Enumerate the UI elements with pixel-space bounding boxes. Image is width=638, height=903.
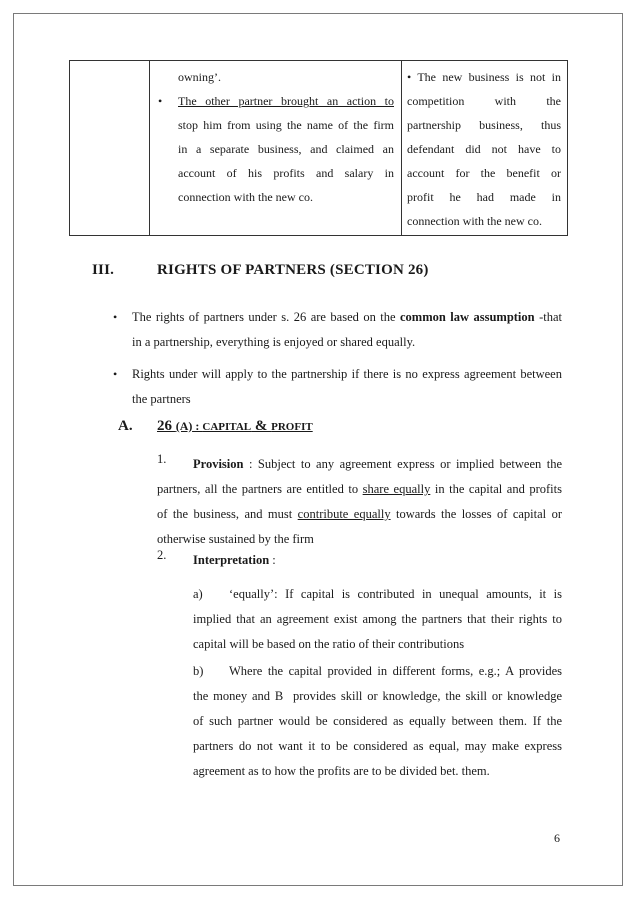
case-table (69, 60, 568, 236)
table-cell-right (407, 65, 561, 233)
table-line: in a separate business, and claimed an (178, 142, 394, 156)
bullet-icon: • (158, 94, 163, 108)
sub-item-b-body (193, 659, 562, 784)
paragraph-line (157, 477, 562, 502)
table-line: account of his profits and salary in (178, 166, 394, 180)
table-line: connection with the new co. (178, 190, 313, 204)
subsection-heading (157, 418, 313, 435)
table-line: partnership business, thus (407, 118, 561, 132)
text-run: towards the losses of capital or (390, 507, 562, 521)
text-run: : Subject to any agreement express or implied between the (243, 457, 562, 471)
table-divider-1 (149, 61, 150, 235)
paragraph-line: the money and B provides skill or knowledge, the skill or knowledge (193, 689, 562, 703)
text-run-bold: common law assumption (400, 310, 535, 324)
paragraph-line: capital will be based on the ratio of their contributions (193, 637, 465, 651)
paragraph-line (157, 452, 562, 477)
table-line: owning’. (178, 70, 221, 84)
paragraph-line: agreement as to how the profits are to be divided bet. them. (193, 764, 490, 778)
bullet-icon: • (113, 310, 118, 324)
sub-item-a-body (193, 582, 562, 657)
text-run: 26 (157, 418, 176, 434)
text-run: a) (193, 587, 203, 601)
table-line: The other partner brought an action to (178, 94, 394, 108)
text-run: partners, all the partners are entitled to (157, 482, 363, 496)
text-run: b) (193, 664, 204, 678)
section-title: RIGHTS OF PARTNERS (SECTION 26) (157, 262, 429, 278)
text-run: : (269, 553, 276, 567)
paragraph-line: ‘equally’: If capital is contributed in unequal amounts, it is (229, 587, 562, 601)
item-1-body (157, 452, 562, 552)
text-run: (A) (175, 419, 193, 433)
text-run-bold: Interpretation (193, 553, 270, 567)
table-cell-middle (178, 65, 394, 209)
paragraph-line (132, 305, 562, 330)
bullet-icon: • (113, 367, 118, 381)
table-divider-2 (401, 61, 402, 235)
paragraph-line: implied that an agreement exist among the partners that their rights to (193, 612, 562, 626)
table-line: stop him from using the name of the firm (178, 118, 394, 132)
table-line: account for the benefit or (407, 166, 561, 180)
text-run: PROFIT (271, 421, 313, 433)
table-line: • The new business is not in (407, 70, 561, 84)
table-line: competition with the (407, 94, 561, 108)
page-number: 6 (554, 831, 560, 845)
table-line: connection with the new co. (407, 214, 542, 228)
paragraph-line: Rights under will apply to the partnership if there is no express agreement between (132, 367, 562, 381)
table-line: profit he had made in (407, 190, 561, 204)
text-run: of the business, and must (157, 507, 298, 521)
text-run: in the capital and profits (430, 482, 562, 496)
table-line: defendant did not have to (407, 142, 561, 156)
item-1-number: 1. (157, 452, 167, 466)
text-run-underline: share equally (362, 482, 431, 496)
text-run: & (251, 418, 272, 434)
item-2-label (193, 548, 276, 573)
section-number: III. (92, 262, 115, 278)
paragraph-line: otherwise sustained by the firm (157, 532, 314, 546)
text-run: -that (534, 310, 562, 324)
paragraph-line (157, 502, 562, 527)
text-run-underline: contribute equally (297, 507, 391, 521)
paragraph-line: the partners (132, 392, 191, 406)
bullet-paragraph-1 (132, 305, 562, 355)
paragraph-line: Where the capital provided in different forms, e.g.; A provides (229, 664, 562, 678)
text-run: The rights of partners under s. 26 are based on the (132, 310, 400, 324)
subsection-letter: A. (118, 418, 133, 434)
text-run-bold: Provision (193, 457, 244, 471)
text-run: CAPITAL (202, 421, 252, 433)
item-2-number: 2. (157, 548, 167, 562)
text-run: : (192, 419, 203, 433)
paragraph-line: in a partnership, everything is enjoyed or shared equally. (132, 335, 416, 349)
paragraph-line: of such partner would be considered as equally between them. If the (193, 714, 562, 728)
bullet-paragraph-2 (132, 362, 562, 412)
paragraph-line: partners do not want it to be considered as equal, may make express (193, 739, 562, 753)
